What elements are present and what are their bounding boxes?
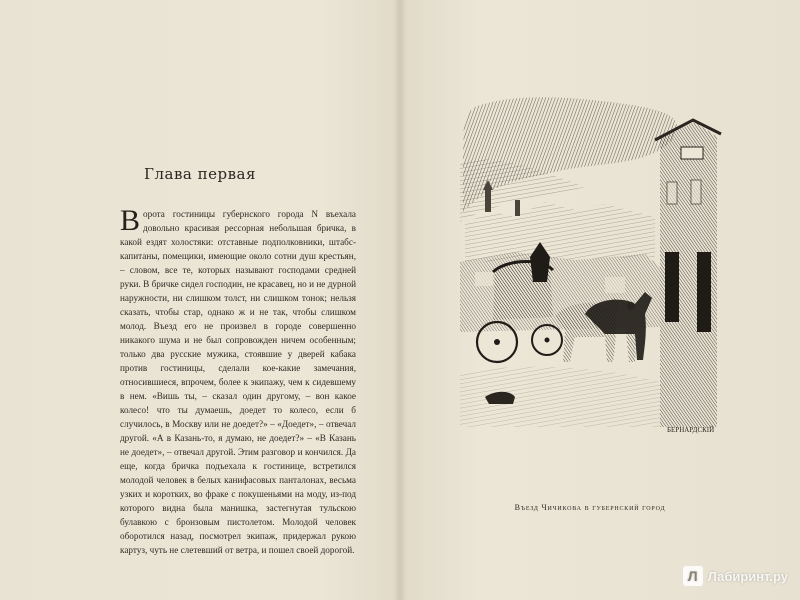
labirint-logo-icon: Л xyxy=(683,566,703,586)
engraving-image xyxy=(455,92,727,437)
chapter-title: Глава первая xyxy=(144,165,256,183)
illustration-caption: Въезд Чичикова в губернский город xyxy=(514,503,666,512)
engraving-illustration xyxy=(455,92,727,437)
body-text-block xyxy=(120,204,356,557)
site-watermark xyxy=(683,566,788,586)
artist-signature: БЕРНАРДСКІЙ xyxy=(667,426,715,434)
drop-cap: В xyxy=(120,204,141,237)
body-paragraph: орота гостиницы губернского города N въехала довольно красивая рессорная небольшая бричка, в какой ездят холостяки: отставные подполковники, штабс-капитаны, помещики, имеющие около сотни душ крестьян, – словом, все те, которых называют господами средней руки. В бричке сидел господин, не красавец, но и не дурной наружности, ни слишком толст, ни слишком тонок; нельзя сказать, чтобы стар, однако ж и не так, чтобы слишком молод. Въезд его не произвел в городе совершенно никакого шума и не был сопровожден ничем особенным; только два русские мужика, стоявшие у дверей кабака против гостиницы, сделали кое-какие замечания, относившиеся, впрочем, более к экипажу, чем к сидевшему в нем. «Вишь ты, – сказал один другому, – вон какое колесо! что ты думаешь, доедет то колесо, если б случилось, в Москву или не доедет?» – «Доедет», – отвечал другой. «А в Казань-то, я думаю, не доедет?» – «В Казань не доедет», – отвечал другой. Этим разговор и кончился. Да еще, когда бричка подъехала к гостинице, встретился молодой человек в белых канифасовых панталонах, весьма узких и коротких, во фраке с покушеньями на моду, из-под которого видна была манишка, застегнутая тульскою булавкою с бронзовым пистолетом. Молодой человек оборотился назад, посмотрел экипаж, придержал рукою картуз, чуть не слетевший от ветра, и пошел своей дорогой. xyxy=(120,209,356,555)
watermark-text: Лабиринт.ру xyxy=(707,568,788,584)
